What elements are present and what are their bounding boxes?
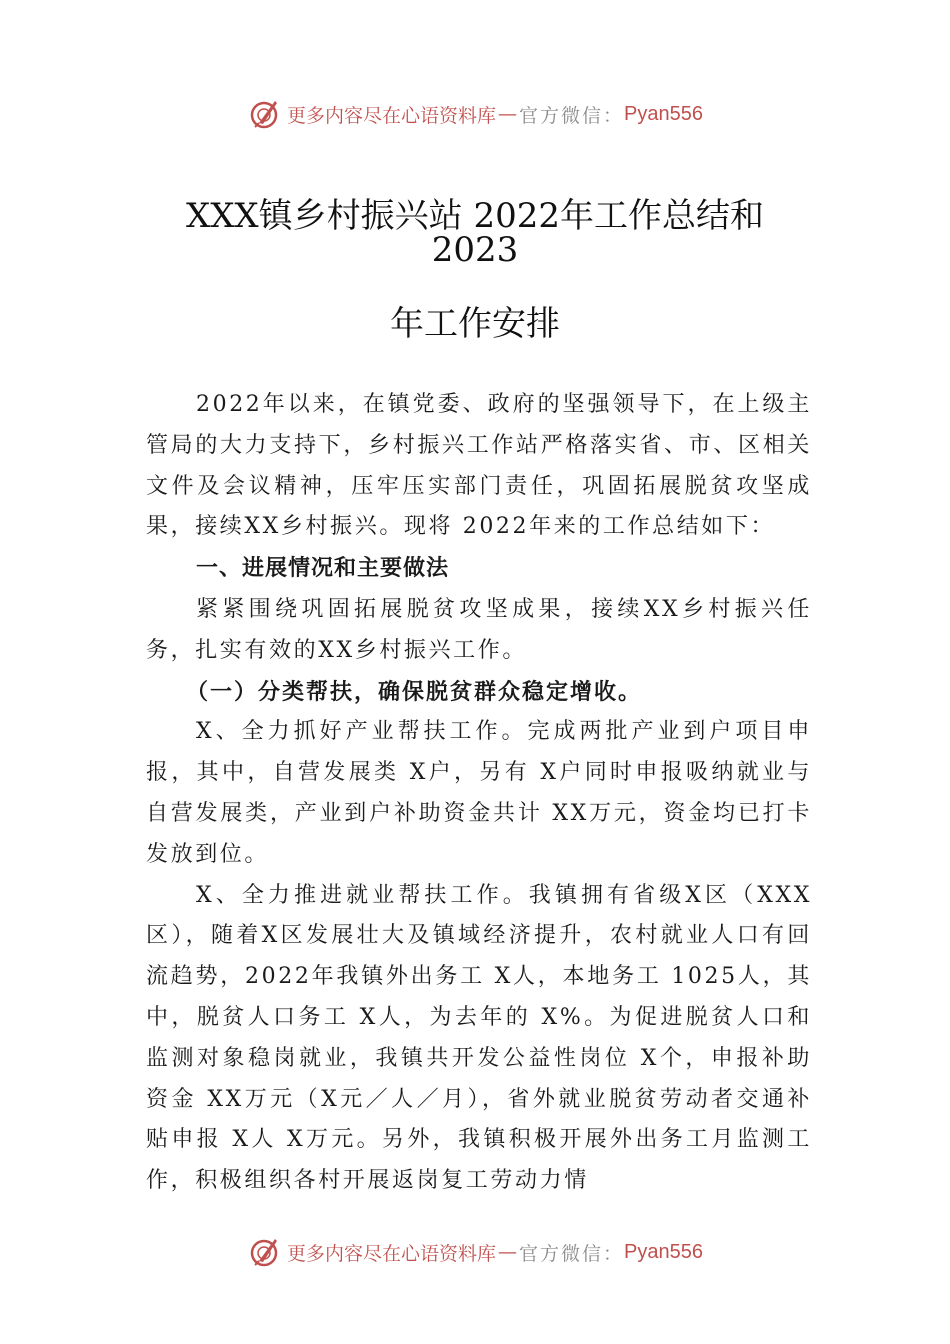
- banner-text: 更多内容尽在心语资料库: [287, 1242, 497, 1265]
- quill-logo-icon: [247, 97, 281, 131]
- banner-wechat-id: Pyan556: [624, 1240, 703, 1263]
- document-body: [146, 385, 812, 1202]
- employment-support-paragraph: X、全力推进就业帮扶工作。我镇拥有省级X区（XXX区），随着X区发展壮大及镇域经济提升，农村就业人口有回流趋势，2022年我镇外出务工 X人，本地务工 1025人，其中，脱贫人口务工 X人，为去年的 X%。为促进脱贫人口和监测对象稳岗就业，我镇共开发公益性岗位 X个，申报补助资金 XX万元（X元／人／月），省外就业脱贫劳动者交通补贴申报 X人 X万元。另外，我镇积极开展外出务工月监测工作，积极组织各村开展返岗复工劳动力情: [146, 882, 812, 1194]
- section-intro-paragraph: 紧紧围绕巩固拓展脱贫攻坚成果，接续XX乡村振兴任务，扎实有效的XX乡村振兴工作。: [146, 596, 812, 663]
- banner-wechat-label: 官方微信：: [519, 104, 625, 127]
- document-title-line2: 2023: [431, 230, 519, 270]
- banner-wechat-label: 官方微信：: [519, 1242, 625, 1265]
- banner-wechat-id: Pyan556: [624, 102, 703, 125]
- industry-support-paragraph: X、全力抓好产业帮扶工作。完成两批产业到户项目申报，其中，自营发展类 X户，另有 X户同时申报吸纳就业与自营发展类，产业到户补助资金共计 XX万元，资金均已打卡发放到位。: [146, 719, 812, 867]
- banner-dash: —: [498, 103, 518, 125]
- document-title-line3: 年工作安排: [390, 304, 560, 344]
- subsection-heading-1: （一）分类帮扶，确保脱贫群众稳定增收。: [186, 678, 643, 705]
- quill-logo-icon: [247, 1235, 281, 1269]
- document-title-line1: XXX镇乡村振兴站 2022年工作总结和: [186, 196, 764, 236]
- footer-watermark-banner: [0, 1232, 950, 1272]
- banner-text: 更多内容尽在心语资料库: [287, 104, 497, 127]
- section-heading-1: 一、进展情况和主要做法: [196, 556, 450, 582]
- header-watermark-banner: [0, 94, 950, 134]
- intro-paragraph: 2022年以来，在镇党委、政府的坚强领导下，在上级主管局的大力支持下，乡村振兴工作站严格落实省、市、区相关文件及会议精神，压牢压实部门责任，巩固拓展脱贫攻坚成果，接续XX乡村振兴。现将 2022年来的工作总结如下：: [146, 392, 812, 540]
- banner-dash: —: [498, 1241, 518, 1263]
